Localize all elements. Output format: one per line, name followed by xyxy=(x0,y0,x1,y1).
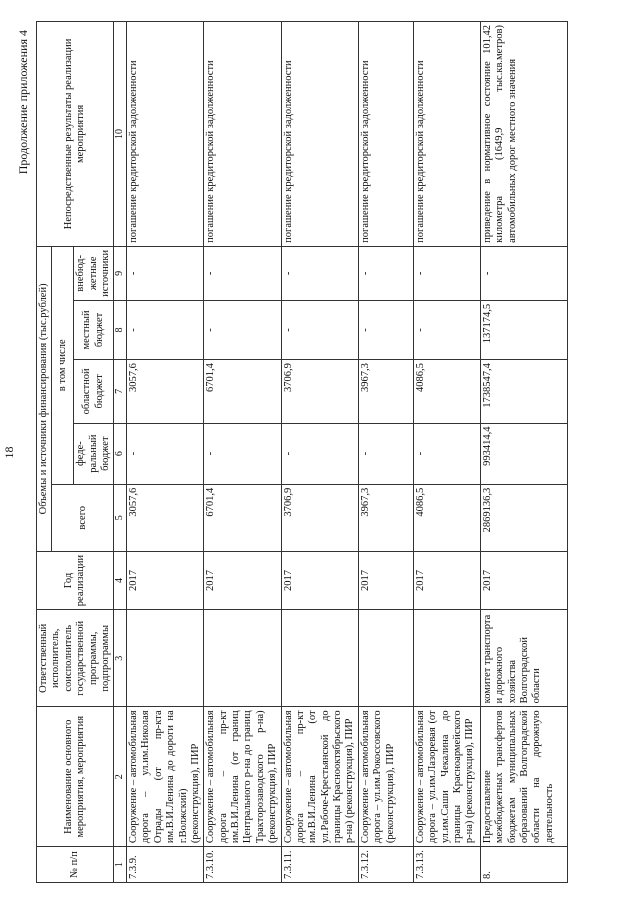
row-local: - xyxy=(413,300,480,359)
page-number: 18 xyxy=(2,446,16,459)
header-year: Год реализации xyxy=(37,551,114,609)
row-responsible: комитет транспорта и дорожного хозяйства Волгоградской области xyxy=(480,610,567,707)
row-number: 7.3.9. xyxy=(127,847,204,883)
row-total: 6701,4 xyxy=(204,484,281,551)
index-cell: 7 xyxy=(114,360,127,423)
index-cell: 5 xyxy=(114,484,127,551)
row-number: 7.3.12. xyxy=(358,847,413,883)
financing-table xyxy=(36,21,568,883)
row-name: Сооружение – автомобильная дорога – ул.им.Рокоссовского (реконструкция), ПИР xyxy=(358,707,413,847)
row-total: 2869136,3 xyxy=(480,484,567,551)
table-row xyxy=(127,22,204,883)
row-number: 7.3.11. xyxy=(281,847,358,883)
row-regional: 3057,6 xyxy=(127,360,204,423)
row-responsible xyxy=(204,610,281,707)
row-total: 3706,9 xyxy=(281,484,358,551)
header-name: Наименование основного мероприятия, мероприятия xyxy=(37,707,114,847)
header-including: в том числе xyxy=(52,246,74,484)
header-financing: Объемы и источники финансирования (тыс.рублей) xyxy=(37,246,52,551)
row-federal: - xyxy=(281,423,358,484)
row-result: погашение кредиторской задолженности xyxy=(413,22,480,247)
row-result: погашение кредиторской задолженности xyxy=(127,22,204,247)
row-name: Сооружение – автомобильная дорога – ул.им.Лазоревая (от ул.им.Саши Чекалина до границы Красноармейского р-на) (реконструкция), ПИР xyxy=(413,707,480,847)
index-cell: 4 xyxy=(114,551,127,609)
row-responsible xyxy=(413,610,480,707)
row-regional: 3706,9 xyxy=(281,360,358,423)
row-result: погашение кредиторской задолженности xyxy=(204,22,281,247)
row-federal: 993414,4 xyxy=(480,423,567,484)
row-total: 3057,6 xyxy=(127,484,204,551)
index-cell: 1 xyxy=(114,847,127,883)
table-row xyxy=(480,22,567,883)
index-cell: 10 xyxy=(114,22,127,247)
row-total: 3967,3 xyxy=(358,484,413,551)
row-federal: - xyxy=(127,423,204,484)
index-cell: 8 xyxy=(114,300,127,359)
row-regional: 3967,3 xyxy=(358,360,413,423)
row-name: Сооружение – автомобильная дорога – ул.им.Николая Отрады (от пр-кта им.В.И.Ленина до дороги на г.Волжский) (реконструкция), ПИР xyxy=(127,707,204,847)
row-extrabudget: - xyxy=(281,246,358,300)
row-extrabudget: - xyxy=(204,246,281,300)
row-result: приведение в нормативное состояние 101,42 километра (1649,9 тыс.кв.метров) автомобильных дорог местного значения xyxy=(480,22,567,247)
header-federal: феде-ральный бюджет xyxy=(74,423,114,484)
row-local: - xyxy=(204,300,281,359)
row-name: Сооружение – автомобильная дорога – пр-кт им.В.И.Ленина (от ул.Рабоче-Крестьянской до границы Краснооктябрьского р-на) (реконструкция), ПИР xyxy=(281,707,358,847)
index-cell: 2 xyxy=(114,707,127,847)
row-number: 7.3.13. xyxy=(413,847,480,883)
table-row xyxy=(281,22,358,883)
index-cell: 9 xyxy=(114,246,127,300)
row-year: 2017 xyxy=(358,551,413,609)
row-total: 4086,5 xyxy=(413,484,480,551)
appendix-caption: Продолжение приложения 4 xyxy=(16,30,30,175)
row-extrabudget: - xyxy=(413,246,480,300)
index-cell: 3 xyxy=(114,610,127,707)
row-result: погашение кредиторской задолженности xyxy=(281,22,358,247)
row-responsible xyxy=(358,610,413,707)
row-local: - xyxy=(127,300,204,359)
row-regional: 6701,4 xyxy=(204,360,281,423)
row-name: Предоставление межбюджетных трансфертов бюджетам муниципальных образований Волгоградской области на дорожную деятельность xyxy=(480,707,567,847)
table-row xyxy=(413,22,480,883)
header-number: № п/п xyxy=(37,847,114,883)
row-name: Сооружение – автомобильная дорога – пр-кт им.В.И.Ленина (от границ Центрального р-на до границ Тракторозаводского р-на) (реконструкция), ПИР xyxy=(204,707,281,847)
row-federal: - xyxy=(204,423,281,484)
row-year: 2017 xyxy=(413,551,480,609)
row-number: 7.3.10. xyxy=(204,847,281,883)
header-extrabudget: внебюд-жетные источники xyxy=(74,246,114,300)
header-responsible: Ответственный исполнитель, соисполнитель государственной программы, подпрограммы xyxy=(37,610,114,707)
index-cell: 6 xyxy=(114,423,127,484)
table-row xyxy=(358,22,413,883)
table-row xyxy=(204,22,281,883)
row-year: 2017 xyxy=(127,551,204,609)
header-local: местный бюджет xyxy=(74,300,114,359)
row-responsible xyxy=(127,610,204,707)
header-regional: областной бюджет xyxy=(74,360,114,423)
row-year: 2017 xyxy=(281,551,358,609)
row-regional: 1738547,4 xyxy=(480,360,567,423)
row-year: 2017 xyxy=(480,551,567,609)
row-local: - xyxy=(281,300,358,359)
header-result: Непосредственные результаты реализации мероприятия xyxy=(37,22,114,247)
row-regional: 4086,5 xyxy=(413,360,480,423)
row-extrabudget: - xyxy=(480,246,567,300)
row-number: 8. xyxy=(480,847,567,883)
row-local: 137174,5 xyxy=(480,300,567,359)
row-federal: - xyxy=(358,423,413,484)
row-responsible xyxy=(281,610,358,707)
row-result: погашение кредиторской задолженности xyxy=(358,22,413,247)
row-extrabudget: - xyxy=(358,246,413,300)
row-extrabudget: - xyxy=(127,246,204,300)
row-local: - xyxy=(358,300,413,359)
row-year: 2017 xyxy=(204,551,281,609)
header-total: всего xyxy=(52,484,114,551)
row-federal: - xyxy=(413,423,480,484)
